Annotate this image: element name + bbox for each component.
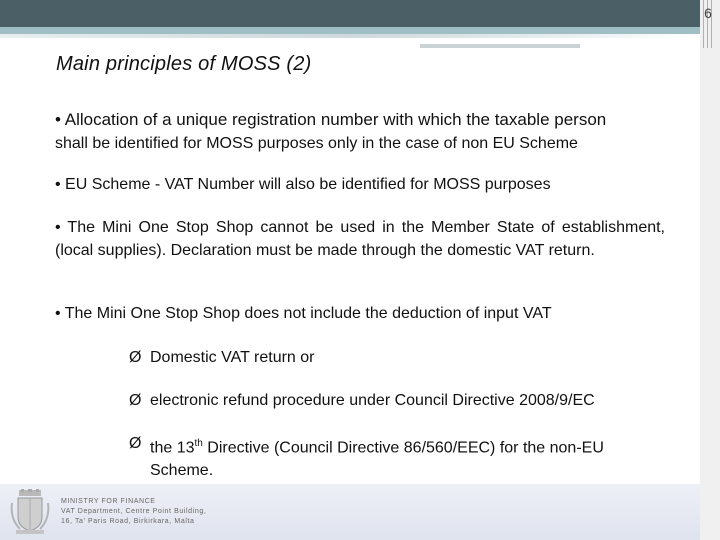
arrow-bullet-icon: Ø bbox=[129, 435, 142, 452]
paragraph-registration bbox=[55, 108, 665, 155]
right-rail bbox=[700, 0, 720, 540]
paragraph-establishment: • The Mini One Stop Shop cannot be used in the Member State of establishment, (local supplies). Declaration must be made through the domestic VAT return. bbox=[55, 219, 665, 259]
sub-bullet-text bbox=[150, 432, 604, 482]
header-shadow-stripe bbox=[0, 34, 700, 38]
arrow-bullet-icon: Ø bbox=[129, 349, 142, 366]
paragraph-eu-scheme: • EU Scheme - VAT Number will also be identified for MOSS purposes bbox=[55, 176, 551, 193]
footer-department: VAT Department, Centre Point Building, bbox=[61, 508, 207, 515]
text-part: the 13 bbox=[150, 439, 195, 457]
paragraph-text: Allocation of a unique registration number with which the taxable person bbox=[60, 110, 607, 129]
sub-bullet-text: Domestic VAT return or bbox=[150, 349, 315, 366]
footer-address: 16, Ta' Paris Road, Birkirkara, Malta bbox=[61, 518, 195, 525]
sub-bullet-text: electronic refund procedure under Council Directive 2008/9/EC bbox=[150, 392, 595, 409]
text-part: Scheme. bbox=[150, 462, 214, 480]
header-tab-notch bbox=[420, 44, 580, 48]
superscript: th bbox=[194, 438, 203, 449]
arrow-bullet-icon: Ø bbox=[129, 392, 142, 409]
paragraph-input-vat: • The Mini One Stop Shop does not include the deduction of input VAT bbox=[55, 305, 552, 322]
slide-title: Main principles of MOSS (2) bbox=[56, 53, 312, 75]
text-part: Directive (Council Directive 86/560/EEC) for the non-EU bbox=[202, 439, 604, 457]
footer-ministry: MINISTRY FOR FINANCE bbox=[61, 498, 156, 505]
header-bar bbox=[0, 0, 700, 27]
header-accent-stripe bbox=[0, 27, 700, 34]
coat-of-arms-logo bbox=[10, 489, 50, 535]
bullet-marker: • bbox=[55, 110, 61, 129]
paragraph-text: shall be identified for MOSS purposes only in the case of non EU Scheme bbox=[55, 135, 578, 152]
page-number: 6 bbox=[704, 5, 712, 21]
